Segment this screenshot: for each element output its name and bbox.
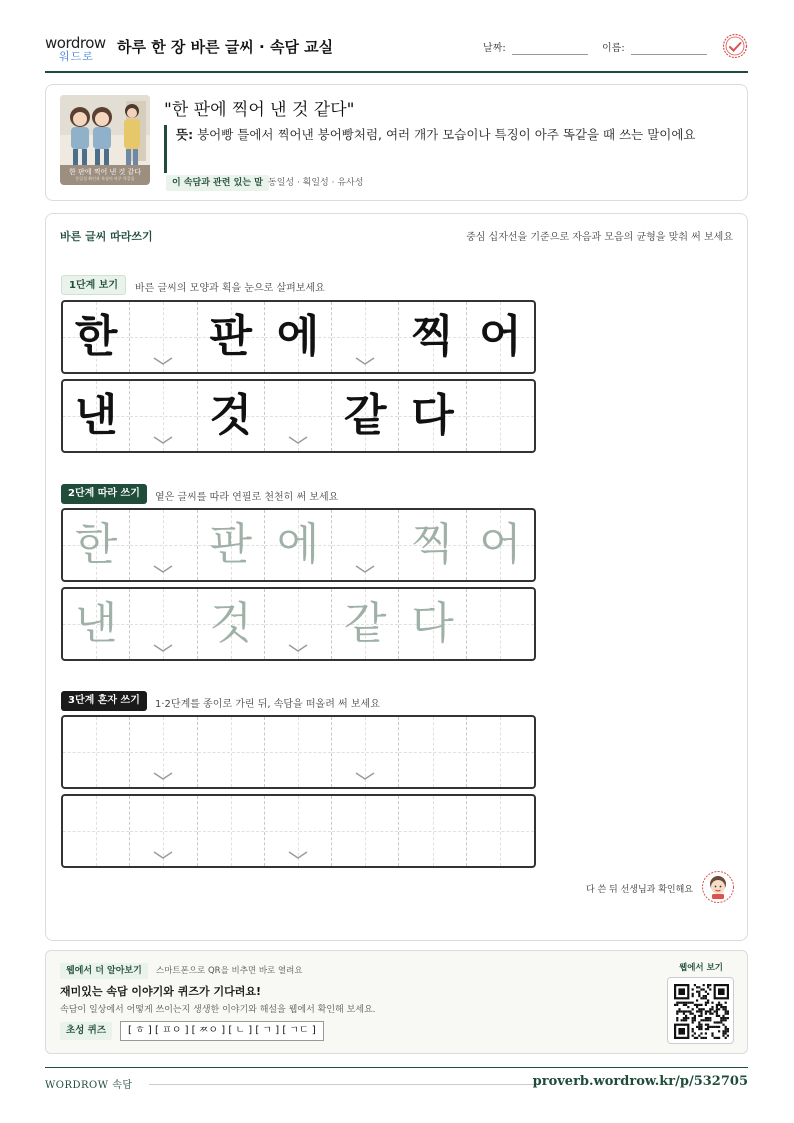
step3-desc: 1·2단계를 종이로 가린 뒤, 속담을 떠올려 써 보세요 — [155, 699, 380, 710]
grid-character: 찍 — [411, 311, 454, 362]
step3-row-1[interactable] — [61, 715, 536, 789]
name-label: 이름: — [602, 43, 625, 54]
grid-character: 한 — [74, 311, 118, 362]
footer-divider — [149, 1084, 539, 1085]
grid-character: 판 — [209, 519, 252, 570]
illustration-caption-sub: 동일성 확인과 특징이 아주 똑같음 — [75, 176, 135, 181]
chosung-quiz-label: 초성 퀴즈 — [60, 1022, 112, 1040]
proverb-title: "한 판에 찍어 낸 것 같다" — [164, 100, 355, 120]
grid-cell[interactable] — [399, 717, 466, 787]
grid-cell[interactable] — [63, 510, 130, 580]
date-field[interactable] — [512, 54, 588, 55]
grid-cell — [399, 302, 466, 372]
grid-character: 다 — [411, 390, 454, 441]
grid-character: 에 — [276, 311, 320, 362]
grid-character: 찍 — [411, 519, 454, 570]
page-title: 하루 한 장 바른 글씨 · 속담 교실 — [117, 38, 334, 56]
word-space-icon — [288, 435, 308, 445]
grid-cell[interactable] — [332, 717, 399, 787]
grid-cell[interactable] — [265, 510, 332, 580]
grid-cell[interactable] — [265, 589, 332, 659]
grid-cell — [265, 302, 332, 372]
name-field[interactable] — [631, 54, 707, 55]
word-space-icon — [153, 850, 173, 860]
grid-cell — [130, 381, 197, 451]
step1-row-1 — [61, 300, 536, 374]
word-space-icon — [288, 643, 308, 653]
step2-badge: 2단계 따라 쓰기 — [61, 484, 147, 504]
page-footer — [45, 1067, 748, 1097]
grid-cell[interactable] — [467, 589, 534, 659]
grid-character: 어 — [479, 519, 522, 570]
proverb-illustration — [60, 95, 150, 185]
illustration-caption-title: 한 판에 찍어 낸 것 같다 — [69, 168, 141, 176]
grid-cell[interactable] — [399, 796, 466, 866]
grid-cell[interactable] — [63, 796, 130, 866]
chosung-quiz: [ ㅎ ] [ ㅍㅇ ] [ ㅉㅇ ] [ ㄴ ] [ ㄱ ] [ ㄱㄷ ] — [120, 1021, 324, 1041]
grid-cell — [399, 381, 466, 451]
grid-cell[interactable] — [130, 717, 197, 787]
grid-cell — [265, 381, 332, 451]
check-stamp-icon — [722, 33, 748, 59]
grid-cell[interactable] — [332, 510, 399, 580]
related-words-badge: 이 속담과 관련 있는 말 — [166, 175, 269, 191]
grid-character: 것 — [209, 390, 252, 441]
grid-cell[interactable] — [130, 796, 197, 866]
meaning-text — [176, 125, 724, 144]
web-more-badge: 웹에서 더 알아보기 — [60, 963, 148, 979]
qr-code[interactable] — [667, 977, 734, 1044]
step1-badge: 1단계 보기 — [61, 275, 126, 295]
related-words: 동일성 · 획일성 · 유사성 — [268, 178, 364, 188]
grid-cell[interactable] — [198, 510, 265, 580]
word-space-icon — [153, 564, 173, 574]
grid-cell — [130, 302, 197, 372]
grid-cell — [198, 302, 265, 372]
grid-cell — [332, 302, 399, 372]
grid-cell[interactable] — [198, 796, 265, 866]
logo-text: wordrow — [45, 34, 106, 52]
meaning-body: 붕어빵 틀에서 찍어낸 붕어빵처럼, 여러 개가 모습이나 특징이 아주 똑같을 때 쓰는 말이에요 — [197, 127, 696, 142]
qr-code-icon — [674, 984, 729, 1039]
grid-character: 어 — [479, 311, 522, 362]
proverb-card — [45, 84, 748, 201]
grid-cell[interactable] — [467, 510, 534, 580]
grid-cell[interactable] — [332, 796, 399, 866]
date-label: 날짜: — [483, 43, 506, 54]
grid-character: 다 — [411, 598, 454, 649]
step2-row-1[interactable] — [61, 508, 536, 582]
grid-character: 같 — [344, 390, 387, 441]
web-subtext: 속담이 일상에서 어떻게 쓰이는지 생생한 이야기와 해설을 웹에서 확인해 보세요. — [60, 1005, 376, 1015]
grid-cell[interactable] — [130, 589, 197, 659]
grid-cell[interactable] — [130, 510, 197, 580]
grid-cell[interactable] — [198, 589, 265, 659]
grid-cell[interactable] — [467, 796, 534, 866]
word-space-icon — [355, 771, 375, 781]
step1-row-2 — [61, 379, 536, 453]
grid-cell — [332, 381, 399, 451]
word-space-icon — [153, 435, 173, 445]
grid-character: 것 — [209, 598, 252, 649]
word-space-icon — [288, 850, 308, 860]
step1-desc: 바른 글씨의 모양과 획을 눈으로 살펴보세요 — [135, 283, 325, 294]
grid-character: 한 — [74, 519, 118, 570]
grid-character: 에 — [276, 519, 320, 570]
web-headline: 재미있는 속담 이야기와 퀴즈가 기다려요! — [60, 985, 261, 998]
grid-cell[interactable] — [399, 589, 466, 659]
grid-cell[interactable] — [399, 510, 466, 580]
meaning-box — [164, 125, 724, 173]
footer-url-link[interactable]: proverb.wordrow.kr/p/532705 — [532, 1074, 748, 1089]
grid-cell[interactable] — [63, 717, 130, 787]
step3-badge: 3단계 혼자 쓰기 — [61, 691, 147, 711]
illustration-caption — [60, 165, 150, 185]
meaning-label: 뜻: — [176, 127, 194, 142]
page-header — [45, 30, 748, 73]
grid-cell — [467, 302, 534, 372]
footer-brand: WORDROW 속담 — [45, 1080, 133, 1091]
word-space-icon — [355, 356, 375, 366]
step2-desc: 옅은 글씨를 따라 연필로 천천히 써 보세요 — [155, 492, 339, 503]
word-space-icon — [153, 643, 173, 653]
grid-cell[interactable] — [265, 717, 332, 787]
step2-row-2[interactable] — [61, 587, 536, 661]
grid-character: 낸 — [74, 598, 118, 649]
grid-cell — [467, 381, 534, 451]
word-space-icon — [153, 771, 173, 781]
qr-label: 웹에서 보기 — [679, 963, 724, 973]
grid-cell[interactable] — [265, 796, 332, 866]
teacher-stamp-icon — [701, 870, 735, 904]
grid-cell — [198, 381, 265, 451]
web-info-box — [45, 950, 748, 1054]
wordrow-logo — [45, 34, 109, 64]
logo-subtext: 워드로 — [59, 50, 94, 63]
grid-character: 낸 — [74, 390, 118, 441]
grid-cell[interactable] — [332, 589, 399, 659]
grid-cell[interactable] — [63, 589, 130, 659]
grid-cell[interactable] — [467, 717, 534, 787]
section-title: 바른 글씨 따라쓰기 — [60, 230, 153, 243]
grid-character: 판 — [209, 311, 252, 362]
word-space-icon — [153, 356, 173, 366]
teacher-check-note: 다 쓴 뒤 선생님과 확인해요 — [585, 885, 693, 895]
word-space-icon — [355, 564, 375, 574]
handwriting-practice-section — [45, 213, 748, 941]
grid-cell — [63, 302, 130, 372]
section-hint: 중심 십자선을 기준으로 자음과 모음의 균형을 맞춰 써 보세요 — [466, 232, 733, 243]
step3-row-2[interactable] — [61, 794, 536, 868]
grid-cell — [63, 381, 130, 451]
grid-character: 같 — [344, 598, 387, 649]
qr-hint: 스마트폰으로 QR을 비추면 바로 열려요 — [156, 966, 303, 976]
grid-cell[interactable] — [198, 717, 265, 787]
